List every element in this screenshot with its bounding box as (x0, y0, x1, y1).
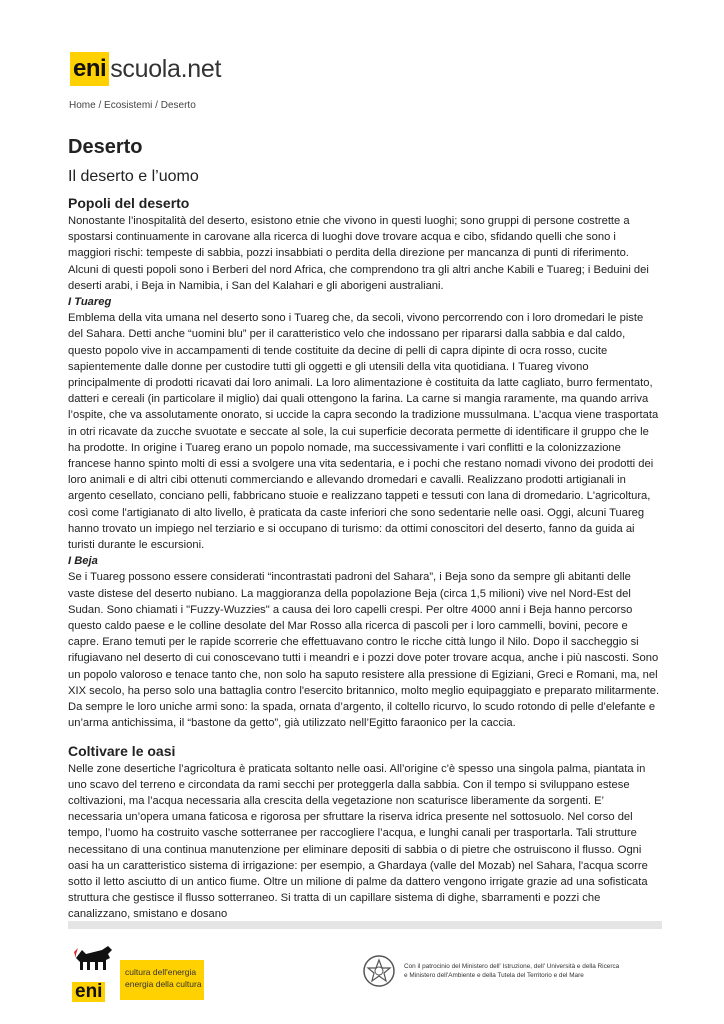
breadcrumb-separator: / (95, 100, 105, 111)
breadcrumb-ecosistemi-link[interactable]: Ecosistemi (104, 100, 153, 111)
breadcrumb-current: Deserto (160, 100, 196, 111)
tuareg-paragraph: Emblema della vita umana nel deserto sono i Tuareg che, da secoli, vivono percorrendo con i loro dromedari le piste del Sahara. Detti anche “uomini blu” per il caratteristico velo che indossano per ripararsi dalla sabbia e dal caldo, questo popolo vive in accampamenti di tende costituite da decine di pelli di capra dipinte di ocra rosso, cucite sapientemente dalle donne per custodire tutti gli oggetti e gli utensili della vita quotidiana. I Tuareg vivono principalmente di prodotti ricavati dai loro animali. La loro alimentazione è costituita da latte cagliato, burro fermentato, datteri e cereali (in particolare il miglio) dai quali ottengono la farina. La carne si mangia raramente, ma quando arriva l’ospite, che va assolutamente onorato, si uccide la capra secondo la tradizione mussulmana. L’acqua viene trasportata in otri ricavate da zucche svuotate e seccate al sole, la cui superficie decorata permette di identificare il gruppo che le ha prodotte. In origine i Tuareg erano un popolo nomade, ma successivamente i vari conflitti e la colonizzazione francese hanno spinto molti di essi a svolgere una vita sedentaria, e i pochi che restano nomadi vivono dei prodotti dei loro animali e di altri cibi ottenuti commerciando e allevando dromedari e cavalli. Realizzano prodotti artigianali in argento cesellato, conciano pelli, fabbricano stuoie e realizzano tappeti e tessuti con lana di dromedario. L'agricoltura, così come l'artigianato di alto livello, è praticata da caste inferiori che sono sedentarie nelle oasi. Oggi, alcuni Tuareg hanno trovato un impiego nel terziario e si occupano di turismo: da ottimi conoscitori del deserto, fanno da guida ai turisti durante le escursioni. (68, 312, 659, 552)
six-legged-dog-icon (72, 944, 116, 974)
logo-eni: eni (70, 52, 109, 86)
section-heading-oasi: Coltivare le oasi (68, 742, 176, 759)
oasi-paragraph: Nelle zone desertiche l’agricoltura è praticata soltanto nelle oasi. All’origine c'è spesso una singola palma, piantata in uno scavo del terreno e circondata da rami secchi per proteggerla dalla sabbia. Con il tempo si sviluppano estese coltivazioni, ma l’acqua necessaria alla crescita della vegetazione non scaturisce liberamente da sorgenti. E’ necessaria un’opera umana faticosa e rigorosa per sfruttare la riserva idrica presente nel sottosuolo. Nel corso del tempo, l’uomo ha costruito vasche sotterranee per raccogliere l’acqua, e lunghi canali per trasportarla. Tali strutture necessitano di una continua manutenzione per eliminare depositi di sabbia o di pietre che ostruiscono il flusso. Ogni oasi ha un caratteristico sistema di irrigazione: per esempio, a Ghardaya (valle del Mozab) nel Sahara, l'acqua scorre sotto il letto asciutto di un antico fiume. Oltre un milione di palme da dattero vengono irrigate grazie ad una sofisticata struttura che gestisce il flusso sotterraneo. Si tratta di un capillare sistema di dighe, sbarramenti e pozzi che canalizzano, smistano e dosano (68, 762, 648, 921)
page-title: Deserto (68, 136, 143, 158)
footer-divider (68, 921, 662, 929)
tagline-line-2: energia della cultura (125, 979, 202, 989)
breadcrumb-home-link[interactable]: Home (69, 100, 96, 111)
section-intro-paragraph: Nonostante l’inospitalità del deserto, esistono etnie che vivono in questi luoghi; sono gruppi di persone costrette a spostarsi continuamente in carovane alla ricerca di luoghi dove trovare acqua e cibo, sfidando quelli che sono i maggiori rischi: tempeste di sabbia, pozzi insabbiati o perdita della direzione per mancanza di punti di riferimento. Alcuni di questi popoli sono i Berberi del nord Africa, che comprendono tra gli altri anche Kabili e Tuareg; i Beduini dei deserti arabi, i Beja in Namibia, i San del Kalahari e gli aborigeni australiani. (68, 215, 649, 292)
breadcrumb-separator: / (152, 100, 161, 111)
site-logo[interactable] (70, 52, 221, 86)
beja-subheading: I Beja (68, 555, 98, 568)
patronage-line-1: Con il patrocinio del Ministero dell' Istruzione, dell' Università e della Ricerca (404, 963, 620, 970)
section-heading-popoli: Popoli del deserto (68, 195, 190, 211)
patronage-text (404, 962, 674, 980)
page-subtitle: Il deserto e l’uomo (68, 168, 199, 185)
tuareg-subheading: I Tuareg (68, 296, 112, 309)
republic-emblem-icon (362, 954, 396, 988)
article (68, 136, 660, 923)
patronage-line-2: e Ministero dell'Ambiente e della Tutela del Territorio e del Mare (404, 972, 584, 979)
footer-logo-eni: eni (72, 982, 105, 1002)
breadcrumb (69, 100, 196, 111)
beja-paragraph: Se i Tuareg possono essere considerati “incontrastati padroni del Sahara”, i Beja sono da sempre gli abitanti delle vaste distese del deserto nubiano. La maggioranza della popolazione Beja (circa 1,5 milioni) vive nel Nord-Est del Sudan. Sono chiamati i "Fuzzy-Wuzzies" a causa dei loro capelli crespi. Per oltre 4000 anni i Beja hanno percorso questo caldo paese e le colline desolate del Mar Rosso alla ricerca di pascoli per i loro cammelli, bovini, pecore e capre. Erano temuti per le rapide scorrerie che effettuavano contro le ricche città lungo il Nilo. Dopo il saccheggio si rifugiavano nel deserto di cui conoscevano tutti i meandri e i pozzi dove poter trovare acqua, anche i più nascosti. Sono un popolo valoroso e tenace tanto che, non solo ha saputo resistere alla pressione di Egiziani, Greci e Romani, ma, nel XIX secolo, ha perso solo una battaglia contro l'esercito britannico, molto meglio equipaggiato e preparato militarmente. Da sempre le loro uniche armi sono: la spada, ornata d’argento, il coltello ricurvo, lo scudo rotondo di pelle d’elefante e un’arma antichissima, il “bastone da getto”, già utilizzato nell’Egitto faraonico per la caccia. (68, 571, 660, 730)
footer-logo (72, 944, 202, 1004)
tagline-line-1: cultura dell'energia (125, 967, 197, 977)
footer-tagline (120, 960, 204, 1000)
logo-site-name: scuola.net (110, 55, 222, 83)
